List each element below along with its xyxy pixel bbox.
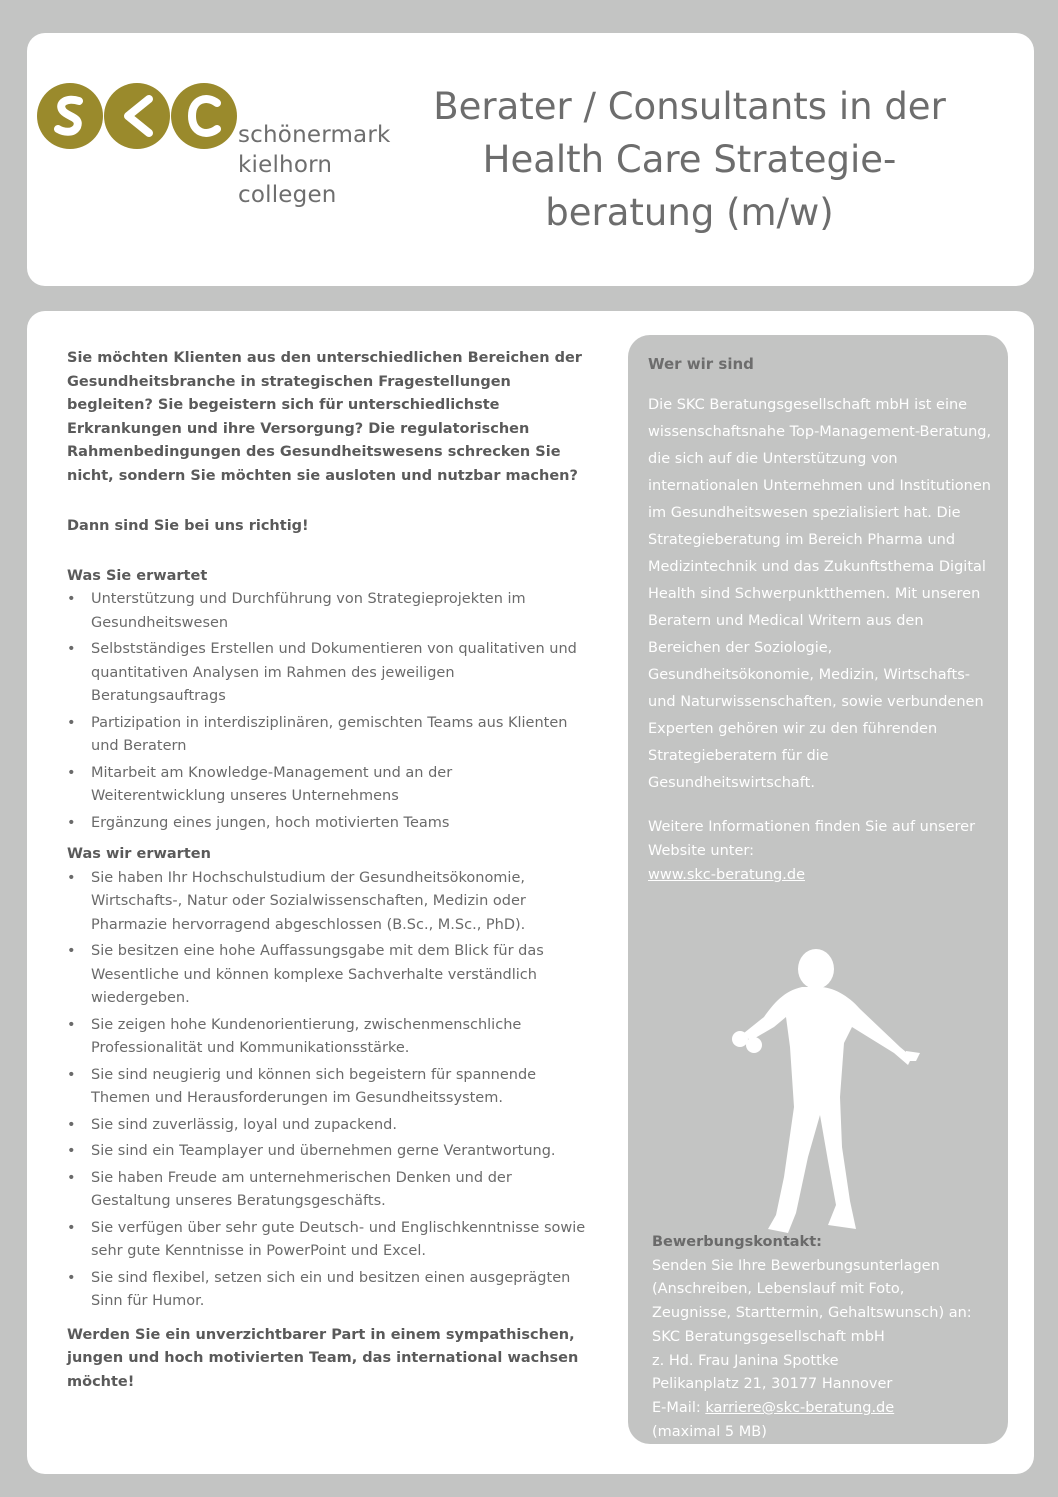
bullet-icon: •: [67, 591, 76, 607]
list-item-text: Sie zeigen hohe Kundenorientierung, zwischenmenschliche Professionalität und Kommunikationsstärke.: [91, 1016, 522, 1056]
contact-heading: Bewerbungskontakt:: [652, 1234, 822, 1250]
about-panel: [628, 335, 1008, 1444]
list-item: [67, 940, 587, 1011]
closing-text: Werden Sie ein unverzichtbarer Part in einem sympathischen, jungen und hoch motivierten Team, das international wachsen möchte!: [67, 1326, 579, 1390]
expect-list: [67, 588, 587, 835]
email-label: E-Mail:: [652, 1399, 701, 1416]
list-item: [67, 1167, 587, 1214]
body-card: [27, 311, 1034, 1474]
list-item: [67, 1267, 587, 1314]
bullet-icon: •: [67, 869, 76, 886]
list-item: [67, 638, 587, 709]
list-item-text: Sie sind zuverlässig, loyal und zupackend.: [91, 1116, 397, 1133]
email-link[interactable]: karriere@skc-beratung.de: [705, 1399, 895, 1416]
person-with-binoculars-illustration: [724, 947, 924, 1237]
job-title-line: Health Care Strategie-: [482, 138, 897, 181]
contact-line: SKC Beratungsgesellschaft mbH: [652, 1328, 885, 1345]
contact-note: (maximal 5 MB): [652, 1423, 767, 1440]
list-item: [67, 812, 587, 836]
list-item: [67, 1014, 587, 1061]
bullet-icon: •: [67, 1066, 76, 1083]
list-item-text: Sie sind flexibel, setzen sich ein und besitzen einen ausgeprägten Sinn für Humor.: [91, 1269, 571, 1309]
contact-email-row: [652, 1397, 1002, 1421]
more-info: [648, 815, 993, 887]
list-item-text: Sie haben Ihr Hochschulstudium der Gesundheitsökonomie, Wirtschafts-, Natur oder Sozialwissenschaften, Medizin oder Pharmazie hervorragend abgeschlossen (B.Sc., M.Sc., PhD).: [91, 869, 526, 933]
list-item-text: Selbstständiges Erstellen und Dokumentieren von qualitativen und quantitativen Analysen im Rahmen des jeweiligen Beratungsauftrags: [91, 641, 577, 704]
about-section: [648, 351, 993, 887]
bullet-icon: •: [67, 814, 76, 831]
contact-line: Zeugnisse, Starttermin, Gehaltswunsch) an:: [652, 1305, 972, 1322]
contact-line: Senden Sie Ihre Bewerbungsunterlagen: [652, 1257, 940, 1274]
intro-text: Sie möchten Klienten aus den unterschiedlichen Bereichen der Gesundheitsbranche in strategischen Fragestellungen begleiten? Sie begeistern sich für unterschiedlichste Erkrankungen und ihre Versorgung? Die regulatorischen Rahmenbedingungen des Gesundheitswesens schrecken Sie nicht, sondern Sie möchten sie ausloten und nutzbar machen?: [67, 350, 582, 484]
cta-text: Dann sind Sie bei uns richtig!: [67, 518, 309, 534]
section-heading-require: Was wir erwarten: [67, 846, 211, 862]
list-item-text: Sie sind ein Teamplayer und übernehmen gerne Verantwortung.: [91, 1143, 556, 1159]
skc-logo: [37, 83, 237, 149]
job-title: [422, 80, 957, 239]
bullet-icon: •: [67, 1116, 76, 1133]
list-item: [67, 588, 587, 635]
list-item-text: Mitarbeit am Knowledge-Management und an der Weiterentwicklung unseres Unternehmens: [91, 764, 453, 804]
contact-line: Pelikanplatz 21, 30177 Hannover: [652, 1376, 893, 1393]
bullet-icon: •: [67, 943, 76, 959]
website-link[interactable]: www.skc-beratung.de: [648, 867, 805, 883]
list-item: [67, 1140, 587, 1164]
list-item-text: Sie sind neugierig und können sich begeistern für spannende Themen und Herausforderungen im Gesundheitssystem.: [91, 1066, 537, 1106]
list-item-text: Ergänzung eines jungen, hoch motivierten Teams: [91, 814, 450, 831]
job-description: [67, 347, 587, 1394]
bullet-icon: •: [67, 1219, 76, 1236]
about-text: Die SKC Beratungsgesellschaft mbH ist eine wissenschaftsnahe Top-Management-Beratung, die sich auf die Unterstützung von internationalen Unternehmen und Institutionen im Gesundheitswesen spezialisiert hat. Die Strategieberatung im Bereich Pharma und Medizintechnik und das Zukunftsthema Digital Health sind Schwerpunktthemen. Mit unseren Beratern und Medical Writern aus den Bereichen der Soziologie, Gesundheitsökonomie, Medizin, Wirtschafts- und Naturwissenschaften, sowie verbundenen Experten gehören wir zu den führenden Strategieberatern für die Gesundheitswirtschaft.: [648, 397, 992, 791]
list-item-text: Partizipation in interdisziplinären, gemischten Teams aus Klienten und Beratern: [91, 714, 568, 754]
logo-word: schönermark: [238, 122, 391, 148]
job-title-line: beratung (m/w): [545, 191, 834, 234]
bullet-icon: •: [67, 641, 76, 657]
list-item-text: Sie haben Freude am unternehmerischen Denken und der Gestaltung unseres Beratungsgeschäfts.: [91, 1169, 512, 1209]
contact-block: [652, 1231, 1002, 1444]
list-item: [67, 712, 587, 759]
list-item: [67, 867, 587, 938]
list-item: [67, 1114, 587, 1138]
logo-wordmark: [238, 120, 391, 210]
bullet-icon: •: [67, 764, 76, 781]
list-item-text: Sie besitzen eine hohe Auffassungsgabe mit dem Blick für das Wesentliche und können komplexe Sachverhalte verständlich wiedergeben.: [91, 943, 544, 1006]
bullet-icon: •: [67, 714, 76, 731]
list-item-text: Unterstützung und Durchführung von Strategieprojekten im Gesundheitswesen: [91, 591, 526, 631]
list-item: [67, 762, 587, 809]
require-list: [67, 867, 587, 1314]
logo-word: kielhorn: [238, 152, 333, 178]
logo-word: collegen: [238, 182, 337, 208]
bullet-icon: •: [67, 1269, 76, 1286]
bullet-icon: •: [67, 1143, 76, 1159]
bullet-icon: •: [67, 1169, 76, 1186]
list-item: [67, 1217, 587, 1264]
list-item: [67, 1064, 587, 1111]
section-heading-expect: Was Sie erwartet: [67, 567, 208, 584]
job-title-line: Berater / Consultants in der: [433, 85, 946, 128]
contact-line: (Anschreiben, Lebenslauf mit Foto,: [652, 1281, 905, 1298]
about-heading: Wer wir sind: [648, 355, 754, 373]
more-info-text: Weitere Informationen finden Sie auf unserer Website unter:: [648, 819, 976, 859]
bullet-icon: •: [67, 1016, 76, 1033]
header-card: [27, 33, 1034, 286]
list-item-text: Sie verfügen über sehr gute Deutsch- und Englischkenntnisse sowie sehr gute Kenntnisse in PowerPoint und Excel.: [91, 1219, 586, 1259]
contact-line: z. Hd. Frau Janina Spottke: [652, 1352, 839, 1369]
